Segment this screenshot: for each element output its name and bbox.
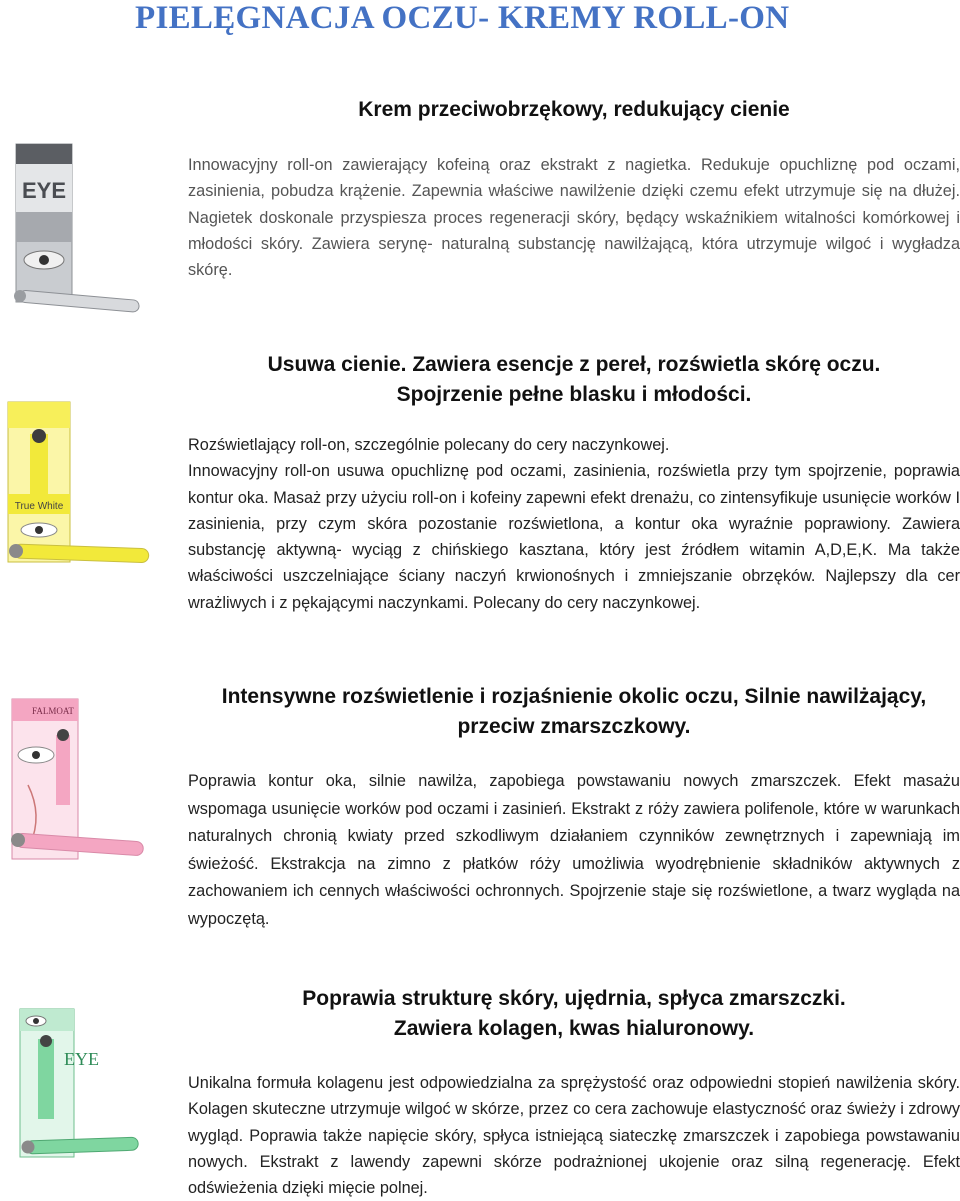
box-brand-text: FALMOAT (32, 706, 74, 716)
eye-roll-on-green-box-icon (16, 1005, 146, 1165)
eye-roll-on-silver-box-icon (6, 140, 146, 315)
heading-line: Zawiera kolagen, kwas hialuronowy. (393, 1017, 755, 1040)
heading-line: Usuwa cienie. Zawiera esencje z pereł, rozświetla skórę oczu. (267, 353, 881, 376)
page-title: PIELĘGNACJA OCZU- KREMY ROLL-ON (135, 0, 790, 36)
description-paragraph: Innowacyjny roll-on zawierający kofeiną oraz ekstrakt z nagietka. Redukuje opuchliznę pod oczami, zasinienia, pobudza krążenie. Zapewnia właściwe nawilżenie dzięki czemu efekt utrzymuje się na dłużej. Nagietek doskonale przyspiesza proces regeneracji skóry, będący wskaźnikiem witalności komórkowej i młodości skóry. Zawiera serynę- naturalną substancję nawilżającą, która utrzymuje wilgoć i wygładza skórę. (188, 156, 960, 280)
eye-roll-on-yellow-box-icon (4, 398, 154, 578)
description-paragraph: Unikalna formuła kolagenu jest odpowiedzialna za sprężystość oraz odpowiedni stopień nawilżenia skóry. Kolagen skuteczne utrzymuje wilgoć w skórze, przez co cera zachowuje elastyczność oraz świeży i zdrowy wygląd. Poprawia także napięcie skóry, spłyca istniejącą siateczkę zmarszczek i zapobiega powstawaniu nowych. Ekstrakt z lawendy zapewni skórze podrażnionej ukojenie oraz silną regenerację. Efekt odświeżenia dzięki mięcie polnej. (188, 1074, 960, 1198)
product-heading (188, 682, 960, 742)
description-paragraph: Innowacyjny roll-on usuwa opuchliznę pod oczami, zasinienia, rozświetla przy tym spojrzenie, poprawia kontur oka. Masaż przy użyciu roll-on i kofeiny zapewni efekt drenażu, co zintensyfikuje usunięcie worków I zasinienia, przy czym skóra pozostanie rozświetlona, a kontur oka wyraźnie poprawiony. Zawiera substancję aktywną- wyciąg z chińskiego kasztana, który jest źródłem witamin A,D,E,K. Ma także właściwości uszczelniające ściany naczyń krwionośnych i zmniejszanie obrzęków. Najlepszy dla cer wrażliwych i z pękającymi naczynkami. Polecany do cery naczynkowej. (188, 462, 960, 612)
description-paragraph: Poprawia kontur oka, silnie nawilża, zapobiega powstawaniu nowych zmarszczek. Efekt masażu wspomaga usunięcie worków pod oczami i zasinień. Ekstrakt z róży zawiera polifenole, które w warunkach naturalnych chronią kwiaty przed szkodliwym działaniem czynników zewnętrznych i zapewniają im świeżość. Ekstrakcja na zimno z płatków róży umożliwia wyodrębnienie składników aktywnych z zachowaniem ich cennych właściwości ochronnych. Spojrzenie staje się rozświetlone, a twarz wygląda na wypoczętą. (188, 772, 960, 928)
heading-line: Krem przeciwobrzękowy, redukujący cienie (358, 98, 790, 121)
box-brand-text: True White (14, 501, 64, 512)
product-description (188, 432, 960, 616)
box-brand-text: EYE (21, 178, 67, 203)
heading-line: Spojrzenie pełne blasku i młodości. (396, 383, 752, 406)
heading-line: Poprawia strukturę skóry, ujędrnia, spłyca zmarszczki. (302, 987, 846, 1010)
heading-line: przeciw zmarszczkowy. (457, 715, 691, 738)
heading-line: Intensywne rozświetlenie i rozjaśnienie okolic oczu, Silnie nawilżający, (221, 685, 927, 708)
product-description (188, 768, 960, 934)
product-description (188, 152, 960, 283)
eye-roll-on-pink-box-icon (8, 695, 148, 870)
product-description (188, 1070, 960, 1201)
product-heading (188, 984, 960, 1044)
box-brand-text: EYE (64, 1049, 99, 1069)
description-paragraph: Rozświetlający roll-on, szczególnie polecany do cery naczynkowej. (188, 436, 670, 454)
product-heading (188, 95, 960, 125)
product-heading (188, 350, 960, 410)
